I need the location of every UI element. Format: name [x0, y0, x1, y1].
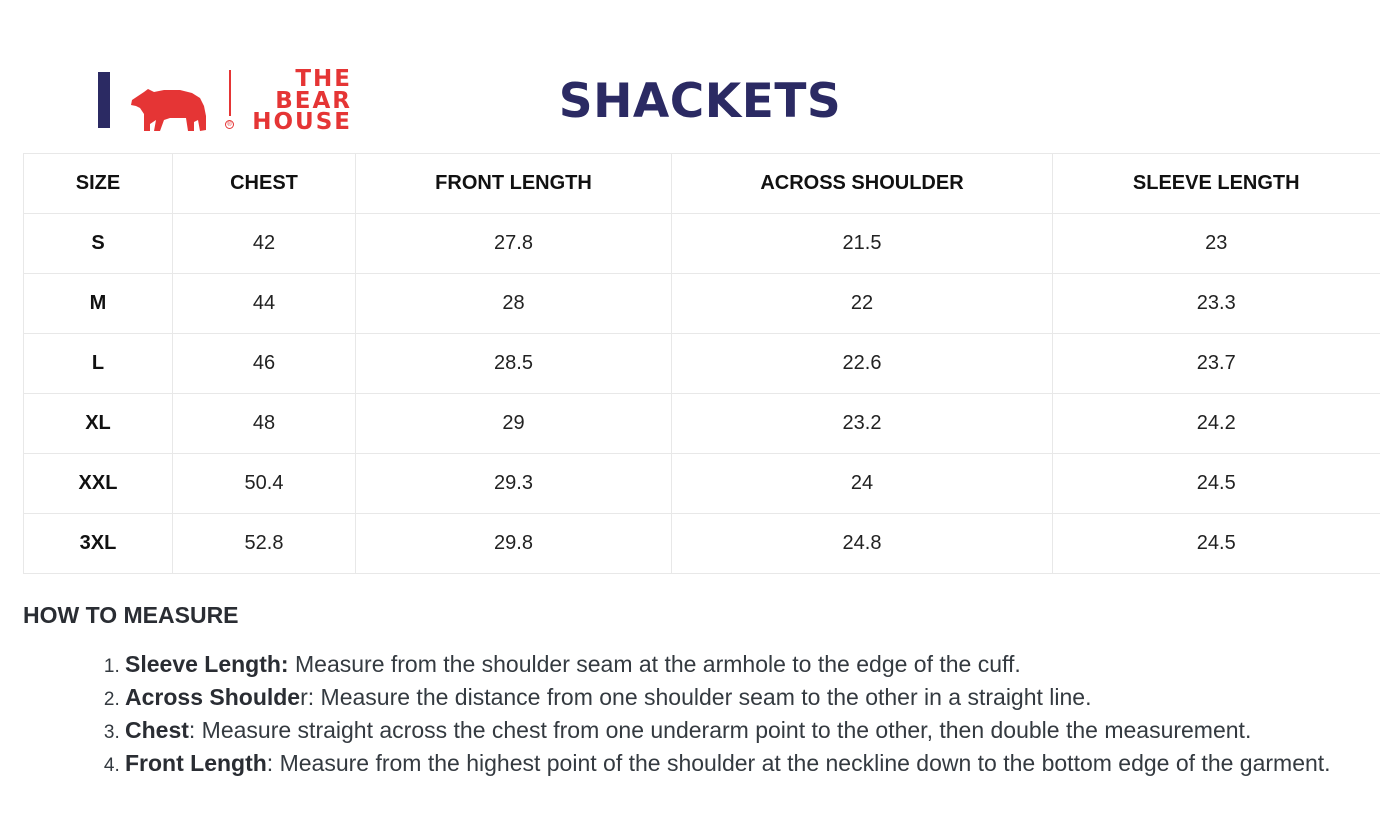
- term-label: Across Shoulde: [125, 684, 301, 710]
- chest-cell: 48: [173, 394, 356, 454]
- sleeve-length-cell: 23.7: [1053, 334, 1380, 394]
- table-row: [24, 214, 1380, 274]
- term-description: Measure from the shoulder seam at the armhole to the edge of the cuff.: [288, 651, 1021, 677]
- size-cell: XL: [24, 394, 173, 454]
- term-description: : Measure the distance from one shoulder seam to the other in a straight line.: [307, 684, 1092, 710]
- across-shoulder-cell: 24.8: [672, 514, 1053, 574]
- page-title: SHACKETS: [558, 74, 842, 129]
- sleeve-length-cell: 24.2: [1053, 394, 1380, 454]
- chest-cell: 50.4: [173, 454, 356, 514]
- across-shoulder-cell: 23.2: [672, 394, 1053, 454]
- table-row: [24, 394, 1380, 454]
- chest-cell: 42: [173, 214, 356, 274]
- header-chest: CHEST: [173, 154, 356, 214]
- sleeve-length-cell: 23.3: [1053, 274, 1380, 334]
- term-suffix: r: [300, 684, 308, 710]
- term-description: : Measure straight across the chest from one underarm point to the other, then double the measurement.: [188, 717, 1252, 743]
- term-description: : Measure from the highest point of the shoulder at the neckline down to the bottom edge of the garment.: [266, 750, 1331, 776]
- term-label: Front Length: [125, 750, 267, 776]
- brand-line-2: BEAR: [275, 87, 352, 114]
- across-shoulder-cell: 24: [672, 454, 1053, 514]
- size-cell: S: [24, 214, 173, 274]
- list-item: [125, 683, 1400, 712]
- front-length-cell: 27.8: [356, 214, 672, 274]
- size-cell: M: [24, 274, 173, 334]
- term-label: Sleeve Length:: [125, 651, 289, 677]
- table-row: [24, 274, 1380, 334]
- size-cell: L: [24, 334, 173, 394]
- brand-line-3: HOUSE: [252, 109, 352, 135]
- chest-cell: 46: [173, 334, 356, 394]
- how-to-measure-list: [96, 650, 1400, 782]
- header-sleeve-length: SLEEVE LENGTH: [1053, 154, 1380, 214]
- table-row: [24, 514, 1380, 574]
- sleeve-length-cell: 24.5: [1053, 514, 1380, 574]
- brand-line-1: THE: [295, 66, 352, 92]
- table-row: [24, 334, 1380, 394]
- table-row: [24, 454, 1380, 514]
- chest-cell: 44: [173, 274, 356, 334]
- front-length-cell: 28: [356, 274, 672, 334]
- size-cell: 3XL: [24, 514, 173, 574]
- list-item: [125, 716, 1400, 745]
- chest-cell: 52.8: [173, 514, 356, 574]
- sleeve-length-cell: 24.5: [1053, 454, 1380, 514]
- term-label: Chest: [125, 717, 189, 743]
- across-shoulder-cell: 22: [672, 274, 1053, 334]
- list-item: [125, 650, 1400, 679]
- across-shoulder-cell: 21.5: [672, 214, 1053, 274]
- front-length-cell: 29.8: [356, 514, 672, 574]
- size-cell: XXL: [24, 454, 173, 514]
- header-size: SIZE: [24, 154, 173, 214]
- across-shoulder-cell: 22.6: [672, 334, 1053, 394]
- front-length-cell: 29: [356, 394, 672, 454]
- header-across-shoulder: ACROSS SHOULDER: [672, 154, 1053, 214]
- registered-mark: ®: [225, 120, 234, 129]
- how-to-measure-heading: HOW TO MEASURE: [23, 602, 239, 628]
- size-chart-table: [23, 153, 1380, 574]
- list-item: [125, 749, 1400, 778]
- header-front-length: FRONT LENGTH: [356, 154, 672, 214]
- front-length-cell: 28.5: [356, 334, 672, 394]
- sleeve-length-cell: 23: [1053, 214, 1380, 274]
- front-length-cell: 29.3: [356, 454, 672, 514]
- table-header-row: [24, 154, 1380, 214]
